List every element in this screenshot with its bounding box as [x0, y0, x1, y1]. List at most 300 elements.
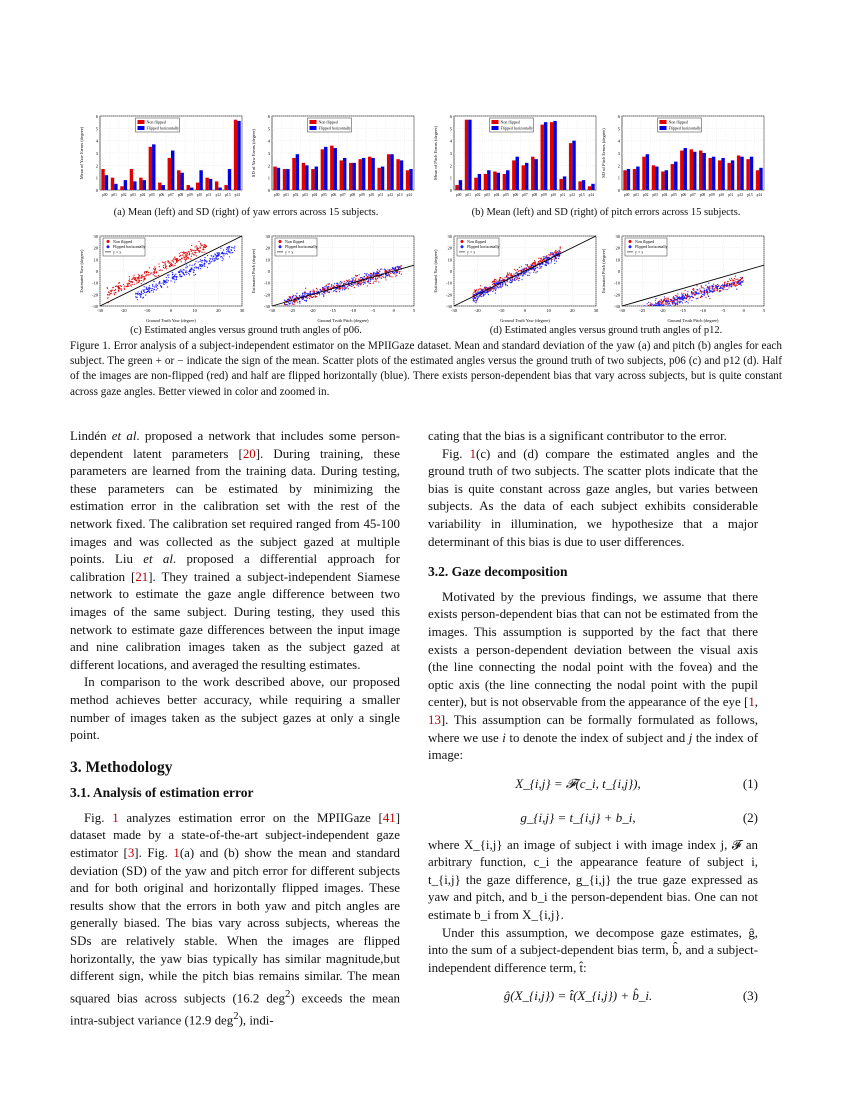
scatter-point	[375, 277, 376, 278]
scatter-point	[395, 268, 396, 269]
scatter-point	[481, 296, 482, 297]
scatter-point	[154, 273, 155, 274]
scatter-point	[739, 284, 740, 285]
scatter-point	[705, 284, 706, 285]
scatter-point	[191, 250, 192, 251]
bar	[627, 169, 630, 190]
scatter-point	[737, 279, 738, 280]
scatter-point	[210, 262, 211, 263]
scatter-point	[189, 254, 190, 255]
scatter-point	[145, 294, 146, 295]
scatter-point	[296, 300, 297, 301]
scatter-point	[480, 291, 481, 292]
left-column	[70, 428, 400, 1030]
scatter-point	[399, 271, 400, 272]
scatter-point	[655, 300, 656, 301]
scatter-point	[557, 251, 558, 252]
scatter-point	[665, 298, 666, 299]
scatter-point	[548, 257, 549, 258]
subsection-heading-decomposition: 3.2. Gaze decomposition	[428, 564, 568, 580]
scatter-point	[696, 285, 697, 286]
x-tick-label: 10	[192, 308, 197, 313]
scatter-point	[703, 292, 704, 293]
scatter-point	[158, 275, 159, 276]
scatter-point	[141, 275, 142, 276]
scatter-point	[486, 292, 487, 293]
scatter-point	[697, 298, 698, 299]
scatter-point	[507, 281, 508, 282]
scatter-point	[366, 273, 367, 274]
scatter-point	[120, 285, 121, 286]
scatter-point	[153, 281, 154, 282]
scatter-point	[685, 294, 686, 295]
scatter-point	[668, 299, 669, 300]
scatter-point	[226, 247, 227, 248]
x-tick-label: 30	[239, 308, 245, 313]
scatter-point	[299, 296, 300, 297]
bar	[661, 172, 664, 191]
scatter-point	[344, 281, 345, 282]
scatter-point	[319, 294, 320, 295]
scatter-point	[377, 278, 378, 279]
scatter-point	[647, 309, 648, 310]
scatter-point	[229, 246, 230, 247]
scatter-point	[511, 282, 512, 283]
citation-link[interactable]: 1	[748, 695, 755, 710]
scatter-point	[727, 283, 728, 284]
scatter-point	[344, 288, 345, 289]
scatter-point	[647, 309, 648, 310]
scatter-point	[495, 287, 496, 288]
scatter-point	[216, 255, 217, 256]
scatter-point	[392, 272, 393, 273]
scatter-point	[119, 282, 120, 283]
bar	[273, 167, 276, 190]
scatter-point	[372, 279, 373, 280]
x-tick-label: p07	[340, 193, 346, 197]
y-axis-label: Estimated Yaw (degree)	[433, 249, 438, 293]
scatter-point	[520, 274, 521, 275]
scatter-point	[510, 282, 511, 283]
scatter-point	[653, 307, 654, 308]
paragraph-analysis: Fig. 1 analyzes estimation error on the MPIIGaze [41] dataset made by a state-of-the-art subject-independent gaze estimator [3]. Fig. 1(a) and (b) show the mean and standard deviation (SD) of the yaw and pitch error for different subjects and for both original and horizontally flipped images. These results show that the errors in both yaw and pitch angles are generally biased. The bias vary across subjects, whereas the SDs are relatively stable. When the images are flipped horizontally, the yaw bias typically has similar magnitude,but different sign, while the pitch bias remains similar. The mean squared bias across subjects (16.2 deg$^2$) exceeds the mean intra-subject variance (12.9 deg$^2$), indi-	[70, 810, 400, 1027]
scatter-point	[206, 261, 207, 262]
scatter-point	[111, 293, 112, 294]
scatter-point	[340, 281, 341, 282]
scatter-point	[118, 287, 119, 288]
scatter-point	[149, 285, 150, 286]
x-tick-label: p09	[541, 193, 547, 197]
scatter-point	[710, 287, 711, 288]
scatter-point	[375, 281, 376, 282]
bar	[343, 158, 346, 190]
scatter-point	[153, 291, 154, 292]
scatter-point	[720, 287, 721, 288]
scatter-point	[284, 307, 285, 308]
y-tick-label: 5	[267, 126, 270, 132]
x-tick-label: p14	[234, 193, 240, 197]
bar	[120, 186, 123, 190]
scatter-point	[735, 276, 736, 277]
scatter-point	[712, 287, 713, 288]
scatter-point	[377, 273, 378, 274]
x-tick-label: -30	[451, 308, 457, 313]
scatter-point	[163, 284, 164, 285]
scatter-point	[195, 263, 196, 264]
citation-link[interactable]: 21	[135, 569, 149, 584]
scatter-point	[161, 287, 162, 288]
scatter-point	[138, 277, 139, 278]
scatter-point	[171, 265, 172, 266]
legend-label: y = x	[467, 249, 476, 255]
scatter-point	[495, 279, 496, 280]
scatter-point	[304, 293, 305, 294]
scatter-point	[313, 296, 314, 297]
scatter-yaw-p06	[78, 232, 248, 324]
scatter-point	[373, 282, 374, 283]
scatter-point	[191, 268, 192, 269]
bar	[759, 168, 762, 190]
scatter-point	[163, 280, 164, 281]
scatter-point	[132, 279, 133, 280]
scatter-point	[654, 308, 655, 309]
scatter-point	[309, 298, 310, 299]
scatter-point	[172, 265, 173, 266]
scatter-point	[475, 297, 476, 298]
scatter-point	[320, 289, 321, 290]
scatter-point	[634, 311, 635, 312]
scatter-point	[682, 294, 683, 295]
scatter-point	[723, 289, 724, 290]
x-tick-label: p03	[130, 193, 136, 197]
scatter-point	[651, 307, 652, 308]
citation-link[interactable]: 41	[382, 810, 396, 825]
bar	[324, 147, 327, 190]
bar	[636, 167, 639, 190]
scatter-point	[534, 260, 535, 261]
scatter-point	[483, 294, 484, 295]
scatter-point	[665, 300, 666, 301]
subsection-heading-analysis: 3.1. Analysis of estimation error	[70, 785, 254, 801]
scatter-point	[671, 302, 672, 303]
scatter-point	[107, 297, 108, 298]
bar	[455, 185, 458, 190]
x-tick-label: p02	[292, 193, 299, 197]
bar	[171, 151, 174, 190]
scatter-point	[720, 291, 721, 292]
legend-label: Non flipped	[635, 239, 655, 244]
scatter-point	[539, 265, 540, 266]
scatter-point	[124, 286, 125, 287]
scatter-point	[688, 299, 689, 300]
scatter-point	[472, 298, 473, 299]
x-tick-label: p00	[274, 193, 280, 197]
scatter-point	[222, 260, 223, 261]
scatter-point	[297, 301, 298, 302]
scatter-point	[189, 265, 190, 266]
y-tick-label: 0	[617, 188, 620, 193]
scatter-point	[185, 252, 186, 253]
scatter-point	[702, 294, 703, 295]
scatter-point	[159, 266, 160, 267]
scatter-point	[352, 278, 353, 279]
x-tick-label: p06	[512, 193, 519, 197]
scatter-point	[696, 292, 697, 293]
scatter-point	[698, 292, 699, 293]
x-tick-label: -10	[350, 308, 357, 313]
scatter-point	[379, 276, 380, 277]
scatter-point	[138, 291, 139, 292]
x-tick-label: p13	[397, 193, 403, 197]
scatter-point	[555, 251, 556, 252]
scatter-point	[742, 281, 743, 282]
scatter-point	[544, 258, 545, 259]
scatter-point	[226, 251, 227, 252]
bar	[149, 147, 152, 190]
scatter-point	[139, 280, 140, 281]
scatter-point	[391, 276, 392, 277]
figure-link[interactable]: 1	[173, 846, 180, 861]
scatter-point	[174, 275, 175, 276]
scatter-point	[555, 253, 556, 254]
scatter-point	[707, 292, 708, 293]
scatter-point	[355, 279, 356, 280]
scatter-point	[527, 265, 528, 266]
bar	[740, 157, 743, 190]
scatter-point	[182, 255, 183, 256]
scatter-point	[370, 279, 371, 280]
scatter-point	[701, 291, 702, 292]
paragraph-decomposition: Under this assumption, we decompose gaze estimates, ĝ, into the sum of a subject-dependent bias term, b̂, and a subject-independent difference term, t̂:	[428, 925, 758, 975]
scatter-point	[305, 288, 306, 289]
scatter-point	[386, 275, 387, 276]
x-tick-label: p08	[531, 193, 538, 197]
scatter-point	[558, 256, 559, 257]
x-tick-label: p13	[747, 193, 753, 197]
scatter-point	[196, 267, 197, 268]
scatter-point	[185, 256, 186, 257]
citation-link[interactable]: 20	[242, 446, 256, 461]
scatter-point	[476, 296, 477, 297]
scatter-point	[651, 309, 652, 310]
bar	[544, 122, 547, 190]
scatter-point	[684, 297, 685, 298]
scatter-point	[347, 281, 348, 282]
y-tick-label: 6	[617, 114, 620, 119]
scatter-point	[394, 273, 395, 274]
scatter-point	[159, 281, 160, 282]
scatter-point	[226, 253, 227, 254]
y-axis-label: Mean of Yaw Errors (degree)	[79, 126, 84, 180]
scatter-point	[560, 251, 561, 252]
scatter-point	[322, 287, 323, 288]
scatter-point	[290, 301, 291, 302]
scatter-point	[724, 283, 725, 284]
scatter-point	[343, 284, 344, 285]
scatter-point	[721, 287, 722, 288]
scatter-point	[525, 273, 526, 274]
citation-link[interactable]: 13	[428, 712, 441, 727]
scatter-point	[550, 262, 551, 263]
scatter-point	[496, 279, 497, 280]
scatter-point	[173, 278, 174, 279]
scatter-point	[168, 261, 169, 262]
x-tick-label: 10	[546, 308, 551, 313]
scatter-point	[505, 284, 506, 285]
scatter-point	[663, 305, 664, 306]
scatter-point	[732, 279, 733, 280]
bar	[690, 149, 693, 190]
x-axis-label: Ground Truth Pitch (degree)	[667, 318, 719, 323]
scatter-point	[728, 281, 729, 282]
scatter-point	[198, 267, 199, 268]
scatter-point	[201, 252, 202, 253]
scatter-point	[355, 278, 356, 279]
scatter-point	[169, 262, 170, 263]
scatter-point	[143, 279, 144, 280]
y-tick-label: 0	[449, 188, 452, 193]
scatter-point	[299, 295, 300, 296]
scatter-point	[194, 267, 195, 268]
scatter-point	[118, 283, 119, 284]
scatter-point	[214, 260, 215, 261]
bar	[114, 184, 117, 190]
y-tick-label: 5	[449, 126, 452, 132]
scatter-point	[166, 277, 167, 278]
citation-link[interactable]: 3	[127, 846, 135, 861]
scatter-point	[729, 285, 730, 286]
scatter-point	[232, 252, 233, 253]
scatter-point	[367, 276, 368, 277]
scatter-point	[107, 287, 108, 288]
x-tick-label: 20	[570, 308, 575, 313]
y-tick-label: 1	[449, 175, 452, 181]
scatter-point	[654, 304, 655, 305]
scatter-point	[393, 267, 394, 268]
scatter-point	[151, 272, 152, 273]
scatter-point	[229, 256, 230, 257]
scatter-point	[382, 276, 383, 277]
y-axis-label: Estimated Yaw (degree)	[79, 249, 84, 293]
scatter-point	[143, 280, 144, 281]
scatter-point	[219, 253, 220, 254]
scatter-point	[685, 290, 686, 291]
scatter-point	[374, 274, 375, 275]
scatter-point	[554, 255, 555, 256]
scatter-point	[731, 283, 732, 284]
scatter-point	[716, 286, 717, 287]
scatter-point	[493, 289, 494, 290]
scatter-point	[212, 259, 213, 260]
scatter-point	[143, 293, 144, 294]
scatter-point	[733, 280, 734, 281]
scatter-point	[636, 312, 637, 313]
scatter-point	[536, 267, 537, 268]
scatter-point	[507, 272, 508, 273]
scatter-point	[502, 278, 503, 279]
scatter-point	[475, 291, 476, 292]
paragraph-comparison: In comparison to the work described above, our proposed method achieves better accuracy, while requiring a smaller number of images taken as the subject gazes at only a single point.	[70, 675, 400, 743]
scatter-point	[522, 269, 523, 270]
scatter-point	[692, 294, 693, 295]
scatter-point	[160, 269, 161, 270]
scatter-point	[185, 254, 186, 255]
scatter-point	[482, 295, 483, 296]
scatter-point	[739, 280, 740, 281]
scatter-point	[166, 266, 167, 267]
equation-3-number: (3)	[742, 988, 758, 1004]
figure-link[interactable]: 1	[469, 446, 477, 461]
bar	[352, 163, 355, 190]
scatter-point	[531, 269, 532, 270]
scatter-point	[144, 286, 145, 287]
scatter-point	[292, 296, 293, 297]
x-tick-label: 0	[169, 308, 173, 313]
scatter-point	[296, 296, 297, 297]
scatter-point	[473, 299, 474, 300]
scatter-point	[712, 285, 713, 286]
scatter-point	[133, 277, 134, 278]
scatter-point	[479, 294, 480, 295]
scatter-point	[514, 280, 515, 281]
scatter-point	[291, 299, 292, 300]
x-tick-label: p14	[406, 193, 412, 197]
scatter-point	[518, 270, 519, 271]
scatter-point	[510, 275, 511, 276]
scatter-point	[121, 290, 122, 291]
scatter-point	[157, 285, 158, 286]
scatter-point	[142, 276, 143, 277]
legend-label: Flipped horizontally	[113, 244, 146, 250]
scatter-point	[560, 247, 561, 248]
scatter-point	[512, 275, 513, 276]
scatter-point	[671, 299, 672, 300]
scatter-point	[346, 287, 347, 288]
scatter-point	[350, 285, 351, 286]
bar	[578, 181, 581, 190]
scatter-point	[158, 263, 159, 264]
scatter-point	[389, 275, 390, 276]
scatter-point	[204, 259, 205, 260]
y-tick-label: 30	[93, 234, 98, 239]
scatter-point	[309, 292, 310, 293]
scatter-point	[342, 288, 343, 289]
scatter-point	[145, 271, 146, 272]
scatter-point	[477, 291, 478, 292]
scatter-point	[389, 269, 390, 270]
scatter-point	[156, 289, 157, 290]
scatter-point	[129, 278, 130, 279]
scatter-point	[658, 302, 659, 303]
scatter-point	[339, 287, 340, 288]
scatter-point	[390, 273, 391, 274]
scatter-point	[378, 281, 379, 282]
y-tick-label: -30	[614, 304, 620, 309]
figure-link[interactable]: 1	[112, 810, 119, 825]
scatter-point	[655, 298, 656, 299]
scatter-point	[351, 286, 352, 287]
x-tick-label: -20	[309, 308, 316, 313]
scatter-point	[107, 288, 108, 289]
scatter-point	[334, 290, 335, 291]
scatter-point	[144, 271, 145, 272]
bar	[478, 174, 481, 190]
scatter-point	[192, 265, 193, 266]
scatter-point	[284, 303, 285, 304]
bar	[133, 181, 136, 190]
scatter-point	[734, 282, 735, 283]
scatter-point	[392, 267, 393, 268]
